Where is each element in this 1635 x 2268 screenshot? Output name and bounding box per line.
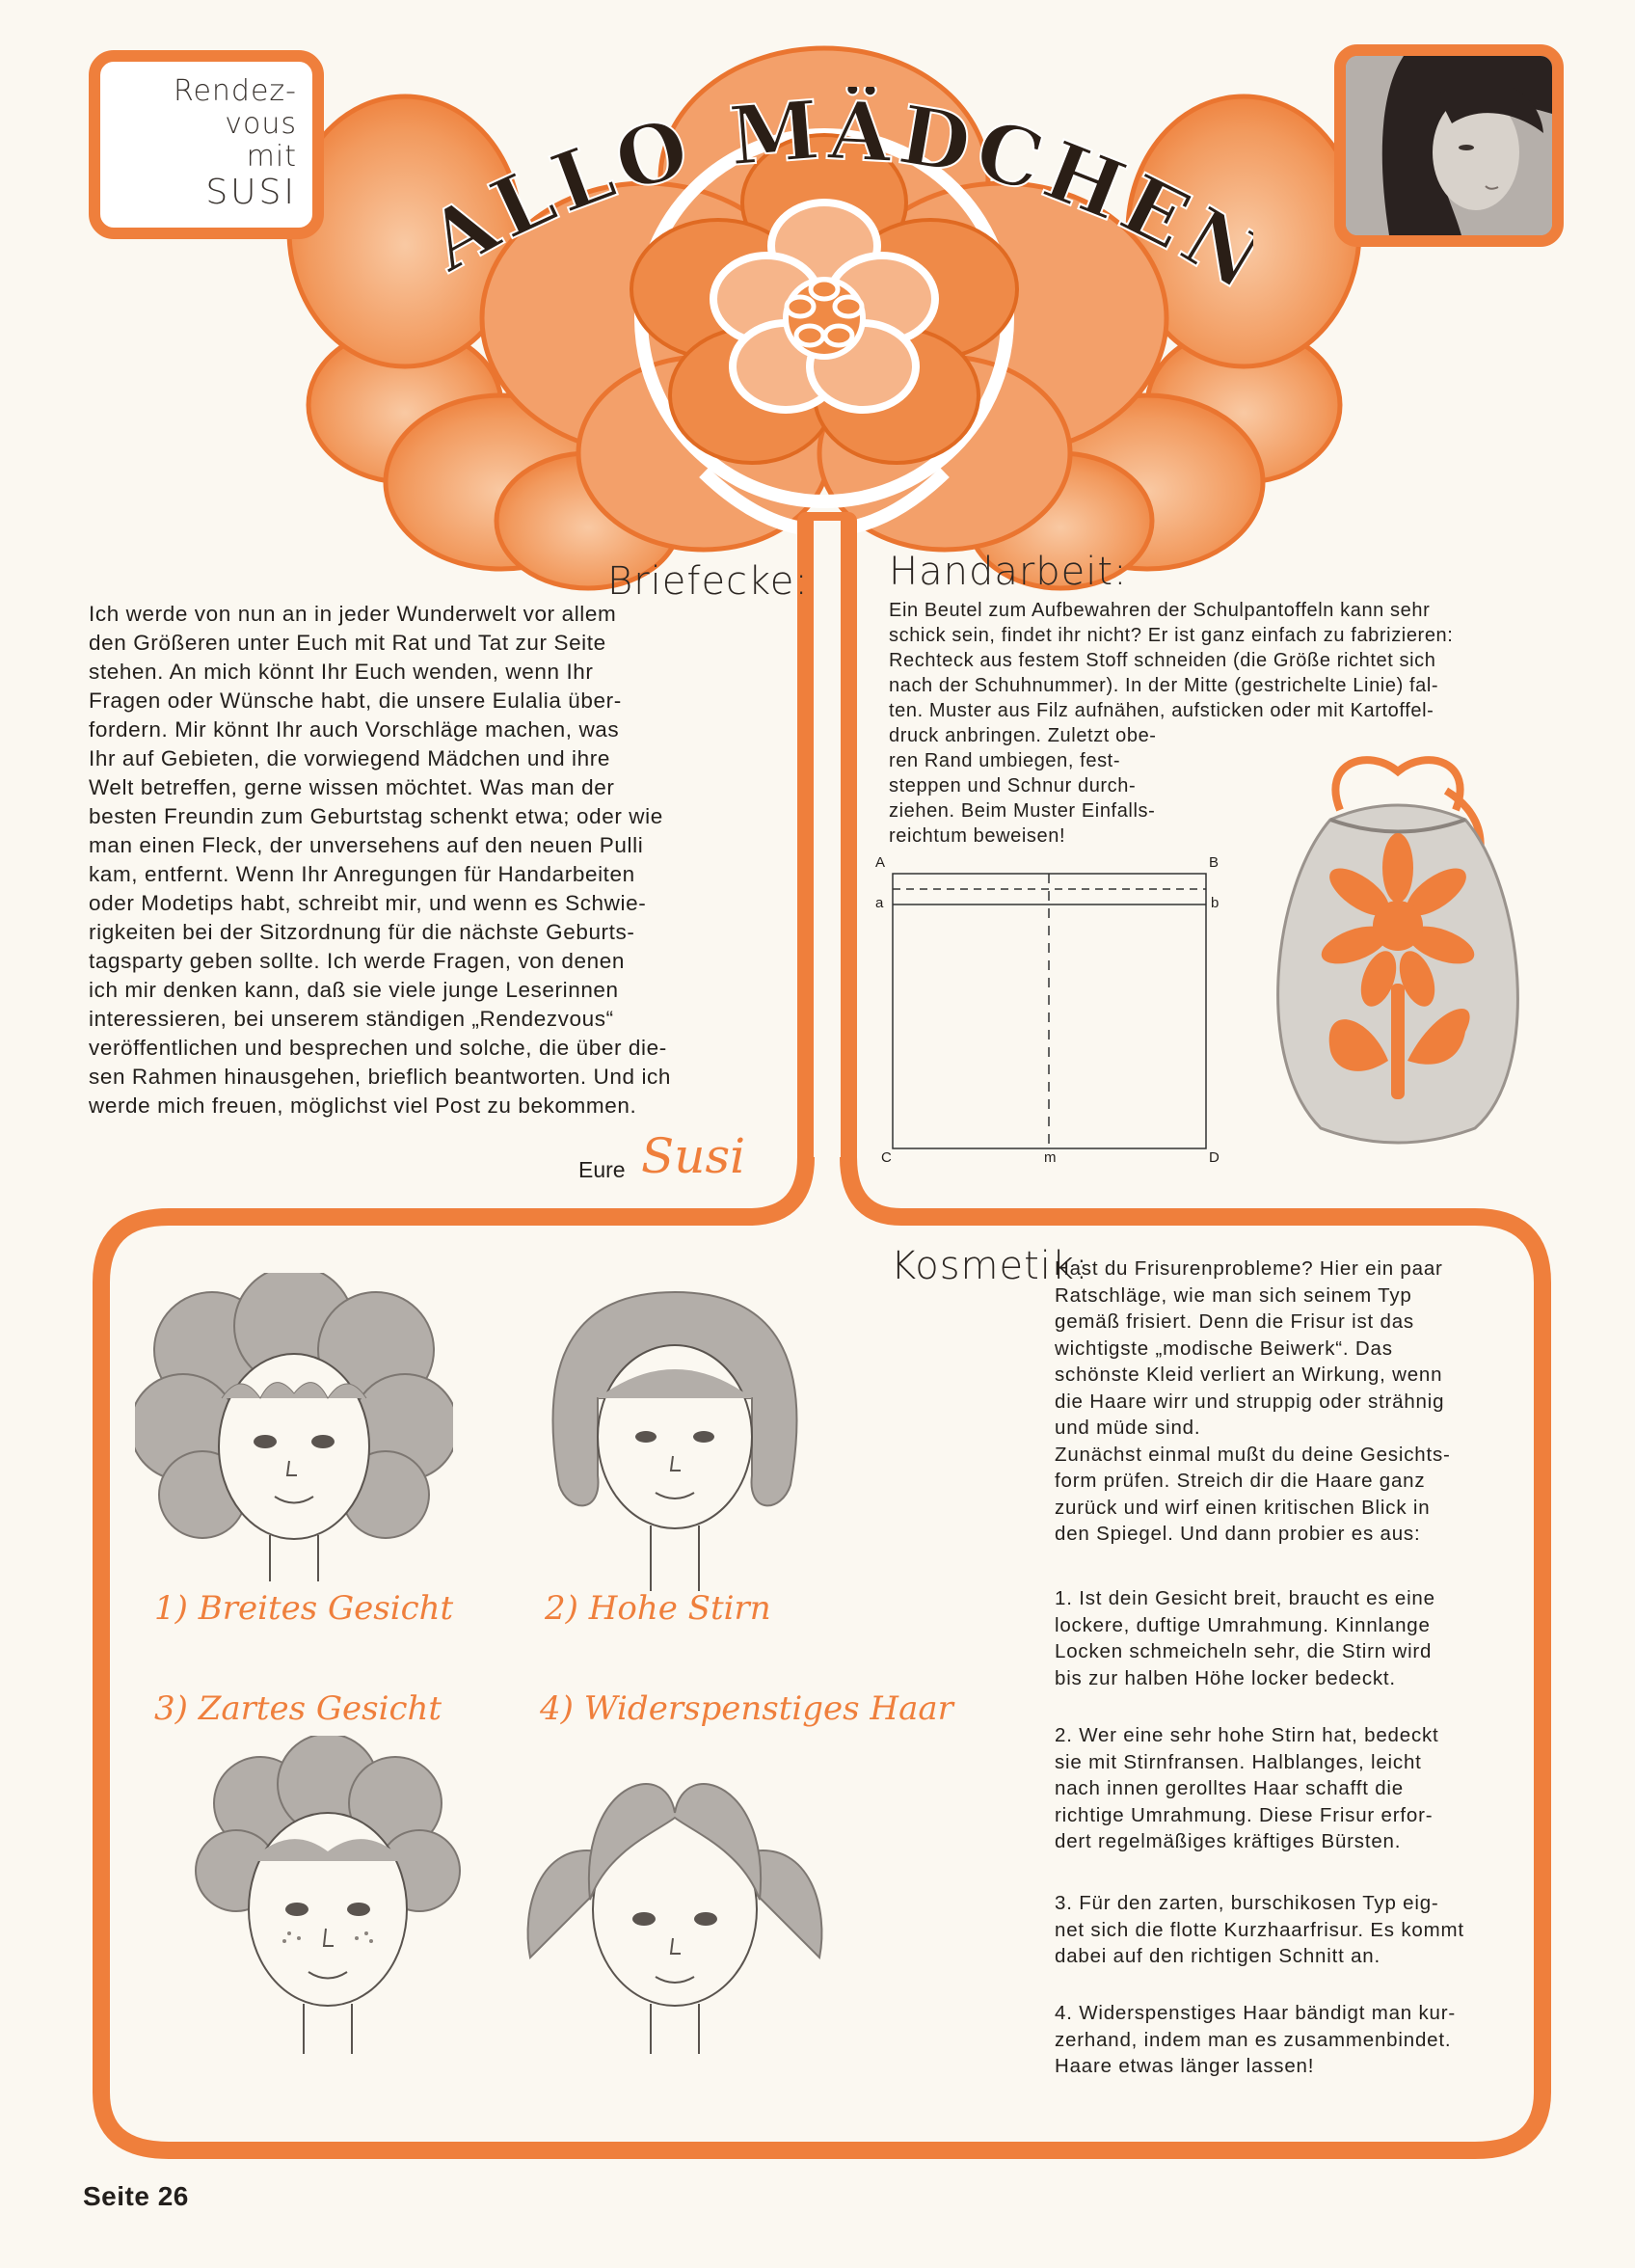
label-m: m [1044, 1149, 1057, 1166]
handarbeit-line: ten. Muster aus Filz aufnähen, aufsticken oder mit Kartoffel- [889, 700, 1434, 721]
briefecke-line: den Größeren unter Euch mit Rat und Tat zur Seite [89, 631, 606, 655]
tip-line: 2. Wer eine sehr hohe Stirn hat, bedeckt [1055, 1724, 1439, 1746]
page-number: Seite 26 [83, 2181, 189, 2211]
kosmetik-intro-line: wichtigste „modische Beiwerk“. Das [1055, 1336, 1393, 1360]
briefecke-line: veröffentlichen und besprechen und solche, die über die- [89, 1036, 667, 1060]
kosmetik-intro-line: und müde sind. [1055, 1417, 1201, 1439]
label-B: B [1209, 854, 1220, 871]
title-text: ALLO MÄDCHE [412, 87, 1210, 290]
briefecke-line: Ihr auf Gebieten, die vorwiegend Mädchen und ihre [89, 746, 610, 770]
tip-1 [1055, 1585, 1508, 1691]
briefecke-line: man einen Fleck, der unversehens auf den neuen Pulli [89, 833, 644, 857]
kosmetik-intro-line: gemäß frisiert. Denn die Frisur ist das [1055, 1310, 1414, 1333]
briefecke-line: besten Freundin zum Geburtstag schenkt etwa; oder wie [89, 804, 663, 828]
briefecke-line: fordern. Mir könnt Ihr auch Vorschläge machen, was [89, 717, 620, 742]
tip-2 [1055, 1722, 1508, 1855]
label-A: A [875, 854, 886, 871]
bag-illustration [1253, 752, 1542, 1157]
kosmetik-intro-line: Hast du Frisurenprobleme? Hier ein paar [1055, 1257, 1443, 1280]
kosmetik-intro-line: den Spiegel. Und dann probier es aus: [1055, 1523, 1421, 1545]
kosmetik-intro-line: form prüfen. Streich dir die Haare ganz [1055, 1470, 1426, 1492]
rendezvous-line-1: Rendez- [173, 74, 297, 108]
tip-line: dabei auf den richtigen Schnitt an. [1055, 1945, 1380, 1967]
title-art [405, 87, 1253, 338]
handarbeit-line: reichtum beweisen! [889, 825, 1066, 847]
face-illustration-2 [530, 1282, 819, 1591]
caption-2: 2) Hohe Stirn [545, 1589, 771, 1628]
susi-photo [1334, 44, 1564, 247]
tip-line: 4. Widerspenstiges Haar bändigt man kur- [1055, 2002, 1456, 2024]
label-b: b [1211, 895, 1220, 911]
briefecke-line: stehen. An mich könnt Ihr Euch wenden, wenn Ihr [89, 660, 594, 684]
tip-line: net sich die flotte Kurzhaarfrisur. Es kommt [1055, 1918, 1464, 1941]
label-C: C [881, 1149, 892, 1166]
page-title [405, 87, 1253, 299]
handarbeit-line: ziehen. Beim Muster Einfalls- [889, 800, 1156, 822]
caption-4: 4) Widerspenstiges Haar [540, 1689, 953, 1728]
tip-line: lockere, duftige Umrahmung. Kinnlange [1055, 1613, 1431, 1636]
rendezvous-line-3: mit [246, 140, 297, 174]
tip-3 [1055, 1890, 1508, 1970]
handarbeit-line: ren Rand umbiegen, fest- [889, 750, 1121, 771]
rendezvous-line-2: vous [225, 107, 297, 141]
handarbeit-line: schick sein, findet ihr nicht? Er ist ganz einfach zu fabrizieren: [889, 625, 1454, 646]
face-illustration-3 [193, 1736, 463, 2054]
briefecke-text [89, 600, 754, 1120]
face-illustration-4 [501, 1745, 848, 2054]
briefecke-line: ich mir denken kann, daß sie viele junge Leserinnen [89, 978, 619, 1002]
handarbeit-heading: Handarbeit: [889, 550, 1128, 594]
pattern-diagram [875, 854, 1222, 1173]
briefecke-line: sen Rahmen hinausgehen, brieflich beantworten. Und ich [89, 1065, 672, 1089]
tip-line: dert regelmäßiges kräftiges Bürsten. [1055, 1830, 1402, 1852]
rendezvous-box [89, 50, 324, 239]
tip-line: zerhand, indem man es zusammenbindet. [1055, 2028, 1452, 2051]
tip-4 [1055, 2000, 1508, 2080]
briefecke-line: oder Modetips habt, schreibt mir, und wenn es Schwie- [89, 891, 647, 915]
briefecke-line: Welt betreffen, gerne wissen möchtet. Was man der [89, 775, 615, 799]
tip-line: Haare etwas länger lassen! [1055, 2055, 1315, 2077]
tip-line: bis zur halben Höhe locker bedeckt. [1055, 1666, 1396, 1689]
tip-line: 1. Ist dein Gesicht breit, braucht es eine [1055, 1587, 1435, 1609]
kosmetik-intro-line: Zunächst einmal mußt du deine Gesichts- [1055, 1443, 1451, 1466]
briefecke-line: interessieren, bei unserem ständigen „Rendezvous“ [89, 1007, 614, 1031]
caption-3: 3) Zartes Gesicht [154, 1689, 442, 1728]
kosmetik-intro-line: Ratschläge, wie man sich seinem Typ [1055, 1283, 1412, 1307]
handarbeit-line: nach der Schuhnummer). In der Mitte (gestrichelte Linie) fal- [889, 675, 1439, 696]
signature: Susi [641, 1128, 746, 1184]
handarbeit-line: Rechteck aus festem Stoff schneiden (die Größe richtet sich [889, 650, 1436, 671]
handarbeit-line: steppen und Schnur durch- [889, 775, 1137, 796]
briefecke-line: werde mich freuen, möglichst viel Post zu bekommen. [89, 1094, 637, 1118]
kosmetik-intro-line: schönste Kleid verliert an Wirkung, wenn [1055, 1364, 1443, 1386]
briefecke-line: tagsparty geben sollte. Ich werde Fragen, von denen [89, 949, 625, 973]
tip-line: nach innen gerolltes Haar schafft die [1055, 1777, 1404, 1799]
briefecke-line: rigkeiten bei der Sitzordnung für die nächste Geburts- [89, 920, 635, 944]
tip-line: richtige Umrahmung. Diese Frisur erfor- [1055, 1803, 1434, 1826]
rendezvous-line-4: SUSI [205, 173, 297, 212]
svg-text:HALLO MÄDCHEN! [405, 87, 1253, 311]
handarbeit-text-2 [889, 723, 1207, 849]
face-illustration-1 [135, 1273, 453, 1581]
kosmetik-intro-line: die Haare wirr und struppig oder strähnig [1055, 1390, 1445, 1413]
briefecke-line: kam, entfernt. Wenn Ihr Anregungen für Handarbeiten [89, 862, 635, 886]
tip-line: Locken schmeicheln sehr, die Stirn wird [1055, 1640, 1433, 1662]
caption-1: 1) Breites Gesicht [154, 1589, 454, 1628]
kosmetik-heading: Kosmetik: [891, 1244, 1089, 1288]
kosmetik-intro-line: zurück und wirf einen kritischen Blick in [1055, 1496, 1431, 1519]
handarbeit-text [889, 598, 1515, 723]
label-a: a [875, 895, 884, 911]
closing: Eure [578, 1157, 626, 1182]
label-D: D [1209, 1149, 1220, 1166]
tip-line: 3. Für den zarten, burschikosen Typ eig- [1055, 1892, 1439, 1914]
briefecke-line: Fragen oder Wünsche habt, die unsere Eulalia über- [89, 688, 622, 713]
handarbeit-line: Ein Beutel zum Aufbewahren der Schulpantoffeln kann sehr [889, 600, 1431, 621]
briefecke-line: Ich werde von nun an in jeder Wunderwelt vor allem [89, 602, 617, 626]
briefecke-heading: Briefecke: [607, 559, 809, 604]
kosmetik-intro [1055, 1256, 1508, 1548]
tip-line: sie mit Stirnfransen. Halblanges, leicht [1055, 1750, 1422, 1773]
handarbeit-line: druck anbringen. Zuletzt obe- [889, 725, 1157, 746]
